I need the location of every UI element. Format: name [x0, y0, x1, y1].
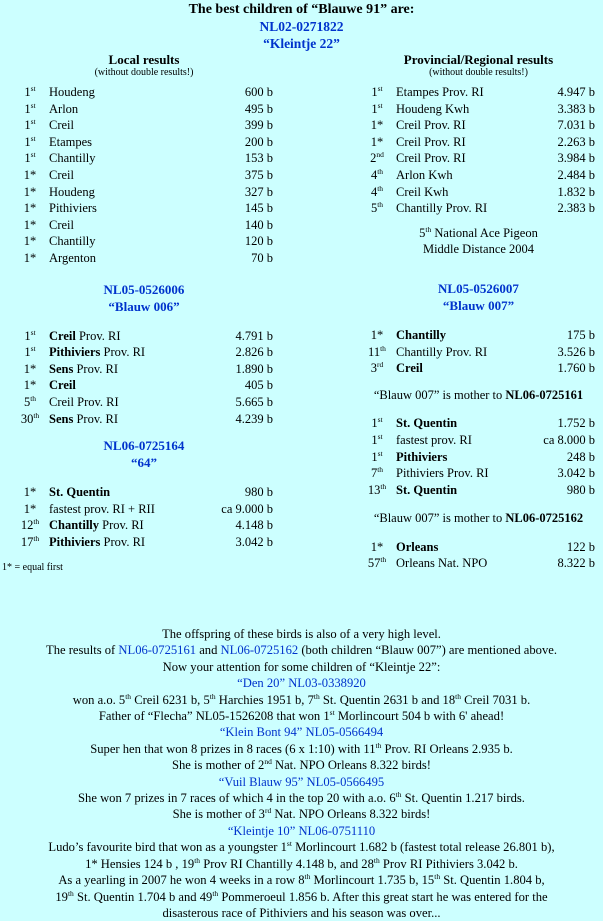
- bird-007-ring: NL05-0526007: [438, 280, 519, 296]
- result-row: [15, 534, 273, 551]
- result-race: fastest prov. RI: [396, 432, 472, 447]
- local-title: Local results: [108, 52, 180, 67]
- result-birds: 600 b: [244, 85, 273, 99]
- result-race: Creil Kwh: [396, 184, 449, 199]
- result-rank: 57th: [367, 555, 387, 571]
- result-birds: 122 b: [566, 539, 595, 554]
- result-race: St. Quentin: [49, 485, 111, 500]
- result-rank: 1*: [370, 539, 384, 554]
- result-row: [15, 394, 273, 411]
- result-race: Arlon: [49, 101, 79, 116]
- result-rank: 1st: [371, 100, 383, 116]
- result-row: [362, 482, 595, 499]
- result-race: Pithiviers Prov. RI: [396, 466, 489, 481]
- result-birds: 1.752 b: [557, 416, 595, 431]
- result-rank: 1st: [371, 84, 383, 99]
- result-row: [362, 555, 595, 572]
- result-row: [15, 150, 273, 167]
- result-row: [362, 432, 595, 449]
- result-rank: 1*: [23, 184, 37, 199]
- result-row: [362, 200, 595, 217]
- equal-first-note: 1* = equal first: [2, 562, 63, 574]
- kleintje10-heading: “Kleintje 10” NL06-0751110: [227, 823, 376, 838]
- result-rank: 1*: [23, 501, 37, 516]
- page-title: The best children of “Blauwe 91” are:: [188, 2, 415, 17]
- result-rank: 1*: [370, 327, 384, 342]
- result-birds: 1.832 b: [557, 184, 595, 199]
- result-birds: 70 b: [251, 250, 273, 265]
- result-birds: 1.760 b: [557, 361, 595, 376]
- result-race: Houdeng: [49, 85, 95, 99]
- kleintje10-line3: As a yearling in 2007 he won 4 weeks in a row 8th Morlincourt 1.735 b, 15th St. Quentin 1.804 b,: [58, 872, 545, 888]
- result-row: [15, 134, 273, 151]
- kleinbont-line2: She is mother of 2nd Nat. NPO Orleans 8.322 birds!: [171, 757, 431, 773]
- result-row: [15, 361, 273, 378]
- result-rank: 11th: [368, 343, 386, 359]
- result-birds: 399 b: [244, 118, 273, 133]
- result-race: St. Quentin: [396, 482, 458, 497]
- result-rank: 1*: [23, 167, 37, 182]
- result-birds: 4.791 b: [235, 328, 273, 343]
- result-race: Arlon Kwh: [396, 167, 453, 182]
- result-birds: 980 b: [566, 482, 595, 497]
- result-birds: 3.383 b: [557, 101, 595, 116]
- bird-006-name: “Blauw 006”: [108, 298, 180, 314]
- result-birds: 7.031 b: [557, 118, 595, 133]
- result-rank: 1*: [23, 378, 37, 393]
- result-rank: 1st: [24, 150, 36, 166]
- result-rank: 1*: [370, 118, 384, 133]
- offspring-text: [0, 626, 603, 921]
- result-rank: 1st: [24, 84, 36, 99]
- attention-line: Now your attention for some children of “Kleintje 22”:: [162, 659, 441, 674]
- den20-heading: “Den 20” NL03-0338920: [237, 676, 366, 691]
- kleinbont-line1: Super hen that won 8 prizes in 8 races (6 x 1:10) with 11th Prov. RI Orleans 2.935 b.: [90, 740, 513, 756]
- result-row: [15, 501, 273, 518]
- result-birds: 375 b: [244, 167, 273, 182]
- result-race: Orleans Nat. NPO: [396, 556, 488, 571]
- result-rank: 13th: [367, 481, 387, 497]
- result-birds: 1.890 b: [235, 361, 273, 376]
- bird-006-ring: NL05-0526006: [103, 281, 185, 297]
- bird-006-results: [15, 328, 273, 428]
- result-rank: 17th: [20, 533, 40, 549]
- result-birds: 8.322 b: [557, 556, 595, 571]
- result-row: [362, 360, 595, 377]
- result-row: [362, 101, 595, 118]
- kleintje10-line4: 19th St. Quentin 1.704 b and 49th Pommeroeul 1.856 b. After this great start he was entered for the: [55, 888, 548, 904]
- offspring-results-line: The results of NL06-0725161 and NL06-0725162 (both children “Blauw 007”) are mentioned above.: [46, 643, 557, 658]
- result-rank: 1*: [23, 485, 37, 500]
- result-rank: 1*: [23, 201, 37, 216]
- result-race: Pithiviers: [49, 201, 97, 216]
- result-race: Creil: [49, 167, 74, 182]
- result-row: [362, 465, 595, 482]
- result-birds: 200 b: [244, 134, 273, 149]
- result-race: Pithiviers Prov. RI: [49, 345, 146, 360]
- result-rank: 3rd: [370, 360, 384, 376]
- result-row: [362, 449, 595, 466]
- result-rank: 1*: [23, 361, 37, 376]
- provincial-results-list: [362, 84, 595, 217]
- result-birds: 2.263 b: [557, 134, 595, 149]
- result-birds: 327 b: [244, 184, 273, 199]
- result-race: Argenton: [49, 250, 96, 265]
- den20-line1: won a.o. 5th Creil 6231 b, 5th Harchies 1951 b, 7th St. Quentin 2631 b and 18th Creil 7031 b.: [72, 691, 531, 707]
- result-rank: 7th: [370, 465, 384, 481]
- result-rank: 1st: [371, 448, 383, 464]
- result-row: [15, 328, 273, 345]
- result-birds: 4.239 b: [235, 411, 273, 426]
- result-rank: 1st: [24, 117, 36, 133]
- result-rank: 1st: [24, 327, 36, 343]
- result-row: [15, 250, 273, 267]
- right-column: [362, 52, 595, 572]
- result-row: [15, 217, 273, 234]
- result-race: Creil Prov. RI: [396, 151, 466, 166]
- result-birds: 2.484 b: [557, 167, 595, 182]
- result-rank: 1st: [371, 415, 383, 431]
- bird-164-name: “64”: [131, 455, 157, 471]
- result-row: [15, 517, 273, 534]
- result-birds: 405 b: [244, 378, 273, 393]
- result-birds: 145 b: [244, 201, 273, 216]
- result-birds: 4.148 b: [235, 518, 273, 533]
- result-row: [15, 411, 273, 428]
- result-row: [362, 539, 595, 556]
- bird-161-results: [362, 415, 595, 498]
- result-race: Creil: [49, 217, 74, 232]
- kleinbont-heading: “Klein Bont 94” NL05-0566494: [219, 725, 384, 740]
- kleintje10-line5: disasterous race of Pithiviers and his season was over...: [162, 905, 441, 920]
- result-race: Creil: [49, 378, 76, 393]
- header: [0, 0, 603, 52]
- result-row: [362, 415, 595, 432]
- result-rank: 30th: [20, 410, 40, 426]
- result-rank: 1*: [23, 250, 37, 265]
- provincial-subtitle: (without double results!): [429, 67, 528, 78]
- result-row: [15, 167, 273, 184]
- result-row: [362, 84, 595, 101]
- result-row: [15, 84, 273, 101]
- result-rank: 12th: [20, 517, 40, 533]
- result-race: St. Quentin: [396, 416, 458, 431]
- result-race: fastest prov. RI + RII: [49, 501, 155, 516]
- result-rank: 4th: [370, 183, 384, 199]
- result-birds: 175 b: [566, 327, 595, 342]
- result-race: Creil Prov. RI: [396, 118, 466, 133]
- bird-164-results: [15, 484, 273, 550]
- result-race: Chantilly: [49, 151, 96, 166]
- result-rank: 4th: [370, 166, 384, 182]
- result-row: [15, 344, 273, 361]
- result-rank: 1*: [370, 134, 384, 149]
- den20-line2: Father of “Flecha” NL05-1526208 that won 1st Morlincourt 504 b with 6' ahead!: [98, 708, 505, 724]
- result-race: Etampes: [49, 134, 93, 149]
- ace-pigeon-line1: 5th National Ace Pigeon: [419, 224, 538, 240]
- result-race: Creil Prov. RI: [396, 134, 466, 149]
- result-row: [362, 344, 595, 361]
- result-row: [362, 150, 595, 167]
- bird-007-name: “Blauw 007”: [442, 297, 515, 313]
- vuilblauw-line2: She is mother of 3rd Nat. NPO Orleans 8.322 birds!: [172, 806, 431, 822]
- result-rank: 1st: [24, 100, 36, 116]
- result-race: Sens Prov. RI: [49, 361, 119, 376]
- result-row: [362, 184, 595, 201]
- result-row: [362, 167, 595, 184]
- result-race: Pithiviers Prov. RI: [49, 534, 146, 549]
- result-row: [362, 117, 595, 134]
- result-race: Creil: [396, 361, 423, 376]
- result-rank: 1*: [23, 234, 37, 249]
- result-race: Chantilly Prov. RI: [49, 518, 144, 533]
- result-rank: 1st: [24, 344, 36, 360]
- result-race: Creil: [49, 118, 74, 133]
- vuilblauw-line1: She won 7 prizes in 7 races of which 4 in the top 20 with a.o. 6th St. Quentin 1.217 birds.: [78, 790, 525, 806]
- result-rank: 1st: [371, 431, 383, 447]
- result-rank: 5th: [370, 200, 384, 216]
- result-birds: 980 b: [244, 485, 273, 500]
- local-subtitle: (without double results!): [94, 67, 194, 78]
- result-birds: 3.042 b: [557, 466, 595, 481]
- result-row: [15, 377, 273, 394]
- local-results-list: [15, 84, 273, 267]
- result-birds: 5.665 b: [235, 394, 273, 409]
- result-row: [15, 484, 273, 501]
- result-race: Chantilly: [396, 327, 447, 342]
- result-race: Creil Prov. RI: [49, 328, 121, 343]
- result-rank: 5th: [23, 393, 37, 409]
- result-row: [15, 101, 273, 118]
- result-row: [362, 134, 595, 151]
- result-birds: ca 8.000 b: [543, 432, 595, 447]
- result-race: Chantilly: [49, 234, 96, 249]
- result-birds: 2.826 b: [235, 345, 273, 360]
- result-rank: 1*: [23, 217, 37, 232]
- result-birds: 153 b: [244, 151, 273, 166]
- result-race: Houdeng: [49, 184, 95, 199]
- result-birds: 4.947 b: [557, 85, 595, 99]
- result-race: Sens Prov. RI: [49, 411, 119, 426]
- vuilblauw-heading: “Vuil Blauw 95” NL05-0566495: [218, 774, 385, 789]
- mother-note-161: “Blauw 007” is mother to NL06-0725161: [373, 387, 584, 402]
- result-row: [15, 200, 273, 217]
- result-birds: 120 b: [244, 234, 273, 249]
- result-rank: 1st: [24, 133, 36, 149]
- kleintje10-line2: 1* Hensies 124 b , 19th Prov RI Chantilly 4.148 b, and 28th Prov RI Pithiviers 3.042 b.: [85, 855, 518, 871]
- header-name: “Kleintje 22”: [263, 36, 340, 51]
- kleintje10-line1: Ludo’s favourite bird that won as a youngster 1st Morlincourt 1.682 b (fastest total release 26.801 b),: [48, 839, 555, 855]
- result-birds: 3.526 b: [557, 344, 595, 359]
- result-race: Orleans: [396, 539, 439, 554]
- result-row: [362, 327, 595, 344]
- result-row: [15, 117, 273, 134]
- header-ring: NL02-0271822: [259, 19, 344, 34]
- result-birds: 3.042 b: [235, 534, 273, 549]
- left-column: [2, 52, 273, 577]
- result-race: Etampes Prov. RI: [396, 85, 484, 99]
- result-race: Chantilly Prov. RI: [396, 201, 488, 216]
- bird-007-results: [362, 327, 595, 377]
- ace-pigeon-line2: Middle Distance 2004: [422, 242, 535, 257]
- bird-162-results: [362, 539, 595, 572]
- result-birds: 3.984 b: [557, 151, 595, 166]
- result-race: Houdeng Kwh: [396, 101, 470, 116]
- result-birds: 2.383 b: [557, 201, 595, 216]
- bird-164-ring: NL06-0725164: [103, 438, 185, 454]
- provincial-title: Provincial/Regional results: [403, 52, 554, 67]
- result-birds: 248 b: [566, 449, 595, 464]
- result-rank: 2nd: [370, 150, 384, 166]
- result-birds: 140 b: [244, 217, 273, 232]
- mother-note-162: “Blauw 007” is mother to NL06-0725162: [373, 511, 584, 526]
- result-birds: 495 b: [244, 101, 273, 116]
- offspring-intro: The offspring of these birds is also of a very high level.: [162, 627, 441, 641]
- result-race: Pithiviers: [396, 449, 448, 464]
- result-birds: ca 9.000 b: [221, 501, 273, 516]
- result-row: [15, 184, 273, 201]
- results-columns: [0, 52, 603, 626]
- result-row: [15, 233, 273, 250]
- result-race: Creil Prov. RI: [49, 394, 119, 409]
- result-race: Chantilly Prov. RI: [396, 344, 488, 359]
